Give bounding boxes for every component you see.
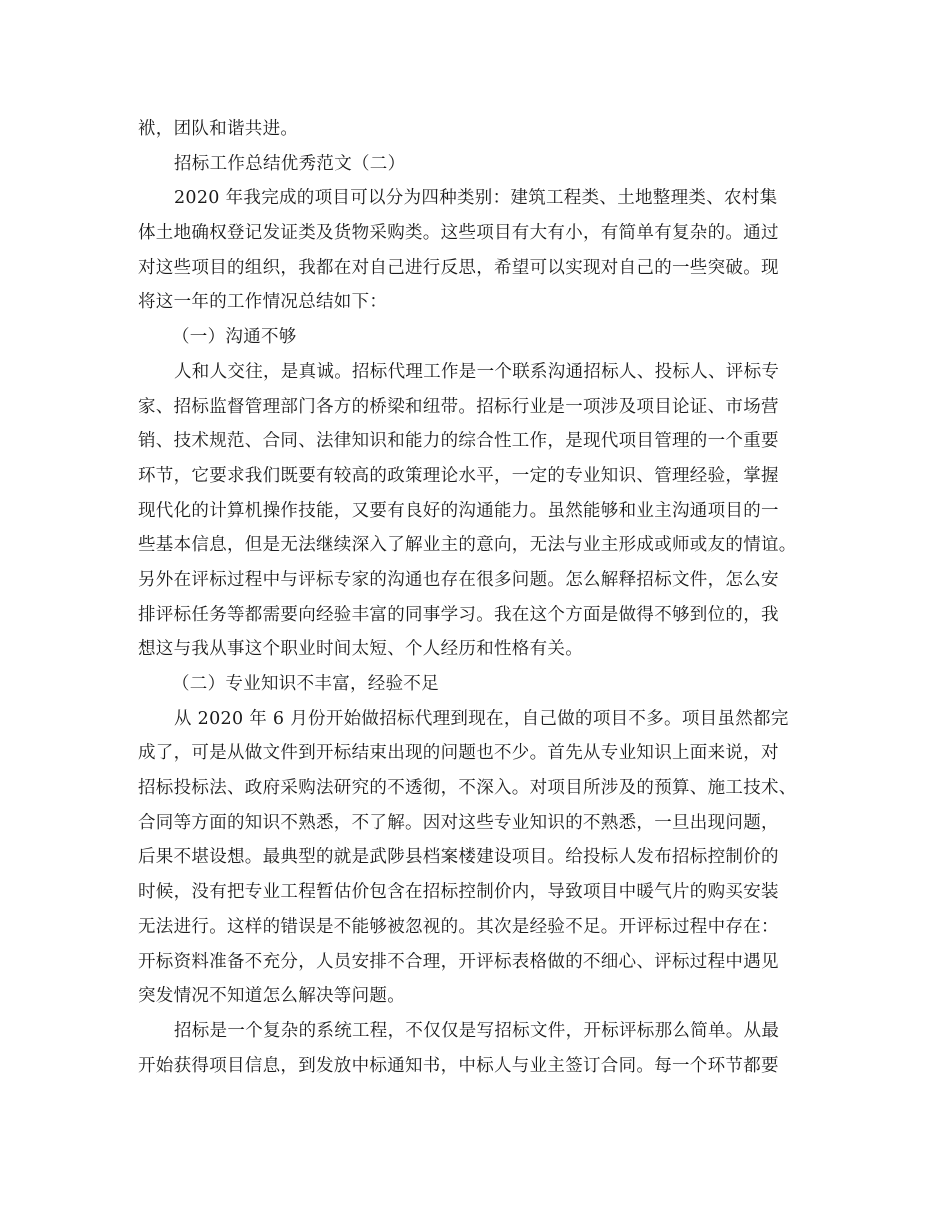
text-line: 想这与我从事这个职业时间太短、个人经历和性格有关。 [138,639,583,660]
text-line: 将这一年的工作情况总结如下： [138,292,388,313]
section-heading: （二）专业知识不丰富，经验不足 [172,674,439,694]
text-line: 开标资料准备不充分，人员安排不合理，开评标表格做的不细心、评标过程中遇见 [138,951,779,972]
text-line: 突发情况不知道怎么解决等问题。 [138,986,405,1007]
text-line: 合同等方面的知识不熟悉，不了解。因对这些专业知识的不熟悉，一旦出现问题， [138,812,779,833]
text-line: 家、招标监督管理部门各方的桥梁和纽带。招标行业是一项涉及项目论证、市场营 [138,396,779,417]
text-line: 人和人交往，是真诚。招标代理工作是一个联系沟通招标人、投标人、评标专 [174,361,780,382]
body-text [138,112,818,1083]
section-heading: （一）沟通不够 [172,327,297,348]
text-line: 销、技术规范、合同、法律知识和能力的综合性工作，是现代项目管理的一个重要 [138,431,779,452]
text-line: 排评标任务等都需要向经验丰富的同事学习。我在这个方面是做得不够到位的，我 [138,604,779,625]
text-line: 成了，可是从做文件到开标结束出现的问题也不少。首先从专业知识上面来说，对 [138,743,779,764]
text-line: 后果不堪设想。最典型的就是武陟县档案楼建设项目。给投标人发布招标控制价的 [138,847,779,868]
text-line: 无法进行。这样的错误是不能够被忽视的。其次是经验不足。开评标过程中存在： [138,916,779,937]
text-line: 另外在评标过程中与评标专家的沟通也存在很多问题。怎么解释招标文件，怎么安 [138,569,779,590]
text-line: 招标投标法、政府采购法研究的不透彻，不深入。对项目所涉及的预算、施工技术、 [138,778,797,799]
text-line: 现代化的计算机操作技能，又要有良好的沟通能力。虽然能够和业主沟通项目的一 [138,500,779,521]
text-line: 时候，没有把专业工程暂估价包含在招标控制价内，导致项目中暖气片的购买安装 [138,882,779,903]
text-line: 招标工作总结优秀范文（二） [174,153,406,174]
document-page [138,112,818,1083]
text-line: 开始获得项目信息，到发放中标通知书，中标人与业主签订合同。每一个环节都要 [138,1055,779,1076]
text-line: 环节，它要求我们既要有较高的政策理论水平，一定的专业知识、管理经验，掌握 [138,465,779,486]
text-line: 体土地确权登记发证类及货物采购类。这些项目有大有小，有简单有复杂的。通过 [138,223,779,244]
text-line: 对这些项目的组织，我都在对自己进行反思，希望可以实现对自己的一些突破。现 [138,257,779,278]
text-line: 招标是一个复杂的系统工程，不仅仅是写招标文件，开标评标那么简单。从最 [174,1020,780,1041]
text-line: 袱，团队和谐共进。 [138,119,299,139]
text-line: 从 2020 年 6 月份开始做招标代理到现在，自己做的项目不多。项目虽然都完 [174,708,789,729]
text-line: 些基本信息，但是无法继续深入了解业主的意向，无法与业主形成或师或友的情谊。 [138,535,797,556]
text-line: 2020 年我完成的项目可以分为四种类别：建筑工程类、土地整理类、农村集 [174,188,778,209]
